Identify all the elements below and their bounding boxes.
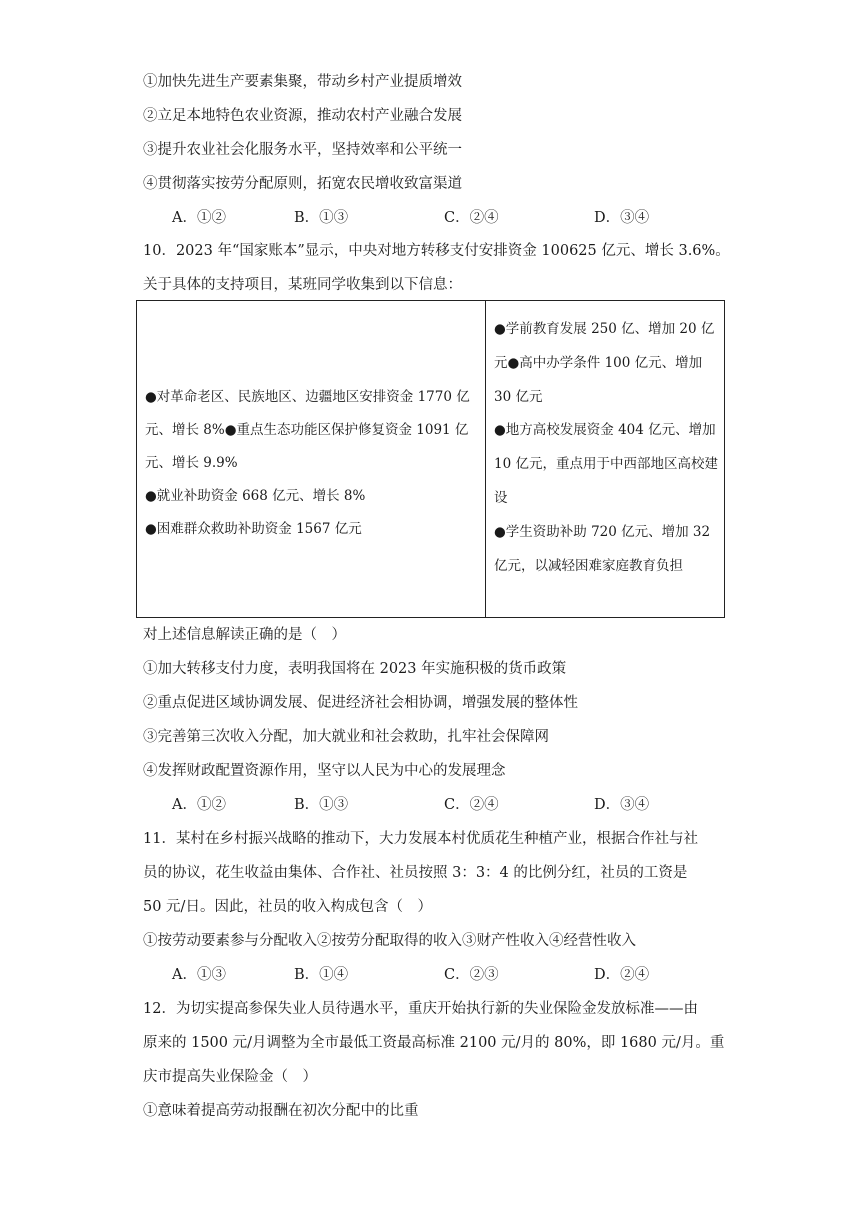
q12-statement-1: ①意味着提高劳动报酬在初次分配中的比重 bbox=[143, 1103, 419, 1119]
q11-option-b: B．①④ bbox=[294, 967, 349, 983]
q10-statement-4: ④发挥财政配置资源作用，坚守以人民为中心的发展理念 bbox=[143, 763, 506, 779]
q9-statement-3: ③提升农业社会化服务水平，坚持效率和公平统一 bbox=[143, 142, 462, 158]
q11-statements: ①按劳动要素参与分配收入②按劳分配取得的收入③财产性收入④经营性收入 bbox=[143, 933, 636, 949]
q9-option-d: D．③④ bbox=[594, 210, 650, 226]
q9-statement-4: ④贯彻落实按劳分配原则，拓宽农民增收致富渠道 bbox=[143, 176, 462, 192]
q12-stem-line-3: 庆市提高失业保险金（ ） bbox=[143, 1069, 317, 1085]
right-item-2: ●地方高校发展资金 404 亿元、增加 10 亿元，重点用于中西部地区高校建设 bbox=[494, 422, 718, 506]
q12-stem-line-1: 12．为切实提高参保失业人员待遇水平，重庆开始执行新的失业保险金发放标准——由 bbox=[143, 1001, 698, 1017]
q9-statement-2: ②立足本地特色农业资源，推动农村产业融合发展 bbox=[143, 108, 462, 124]
q11-option-c: C．②③ bbox=[444, 967, 499, 983]
left-item-3: ●困难群众救助补助资金 1567 亿元 bbox=[145, 521, 362, 537]
q11-stem-line-1: 11．某村在乡村振兴战略的推动下，大力发展本村优质花生种植产业，根据合作社与社 bbox=[143, 831, 698, 847]
q10-option-a: A．①② bbox=[172, 797, 226, 813]
q9-statement-1: ①加快先进生产要素集聚，带动乡村产业提质增效 bbox=[143, 74, 462, 90]
q10-question: 对上述信息解读正确的是（ ） bbox=[143, 627, 346, 643]
table-column-divider bbox=[485, 301, 486, 617]
q9-option-b: B．①③ bbox=[294, 210, 349, 226]
q9-option-a: A．①② bbox=[172, 210, 226, 226]
q10-stem-line-1: 10．2023 年“国家账本”显示，中央对地方转移支付安排资金 100625 亿元、增长 3.6%。 bbox=[143, 243, 730, 259]
q10-statement-2: ②重点促进区域协调发展、促进经济社会相协调，增强发展的整体性 bbox=[143, 695, 578, 711]
q10-info-table bbox=[136, 300, 725, 618]
q10-stem-line-2: 关于具体的支持项目，某班同学收集到以下信息： bbox=[143, 277, 462, 293]
q11-option-a: A．①③ bbox=[172, 967, 226, 983]
q10-option-b: B．①③ bbox=[294, 797, 349, 813]
q11-option-d: D．②④ bbox=[594, 967, 650, 983]
table-cell-left bbox=[145, 381, 477, 546]
left-item-2: ●就业补助资金 668 亿元、增长 8% bbox=[145, 488, 366, 504]
q10-option-c: C．②④ bbox=[444, 797, 499, 813]
q9-option-c: C．②④ bbox=[444, 210, 499, 226]
q10-option-d: D．③④ bbox=[594, 797, 650, 813]
q11-stem-line-3: 50 元/日。因此，社员的收入构成包含（ ） bbox=[143, 899, 432, 915]
right-item-1: ●学前教育发展 250 亿、增加 20 亿元●高中办学条件 100 亿元、增加 30 亿元 bbox=[494, 321, 715, 405]
right-item-3: ●学生资助补助 720 亿元、增加 32 亿元，以减轻困难家庭教育负担 bbox=[494, 523, 711, 574]
q11-stem-line-2: 员的协议，花生收益由集体、合作社、社员按照 3：3：4 的比例分红，社员的工资是 bbox=[143, 865, 688, 881]
q10-statement-1: ①加大转移支付力度，表明我国将在 2023 年实施积极的货币政策 bbox=[143, 661, 567, 677]
q12-stem-line-2: 原来的 1500 元/月调整为全市最低工资最高标准 2100 元/月的 80%，即 1680 元/月。重 bbox=[143, 1035, 725, 1051]
table-cell-right bbox=[494, 313, 720, 583]
left-item-1: ●对革命老区、民族地区、边疆地区安排资金 1770 亿元、增长 8%●重点生态功能区保护修复资金 1091 亿元、增长 9.9% bbox=[145, 389, 470, 471]
q10-statement-3: ③完善第三次收入分配，加大就业和社会救助，扎牢社会保障网 bbox=[143, 729, 549, 745]
